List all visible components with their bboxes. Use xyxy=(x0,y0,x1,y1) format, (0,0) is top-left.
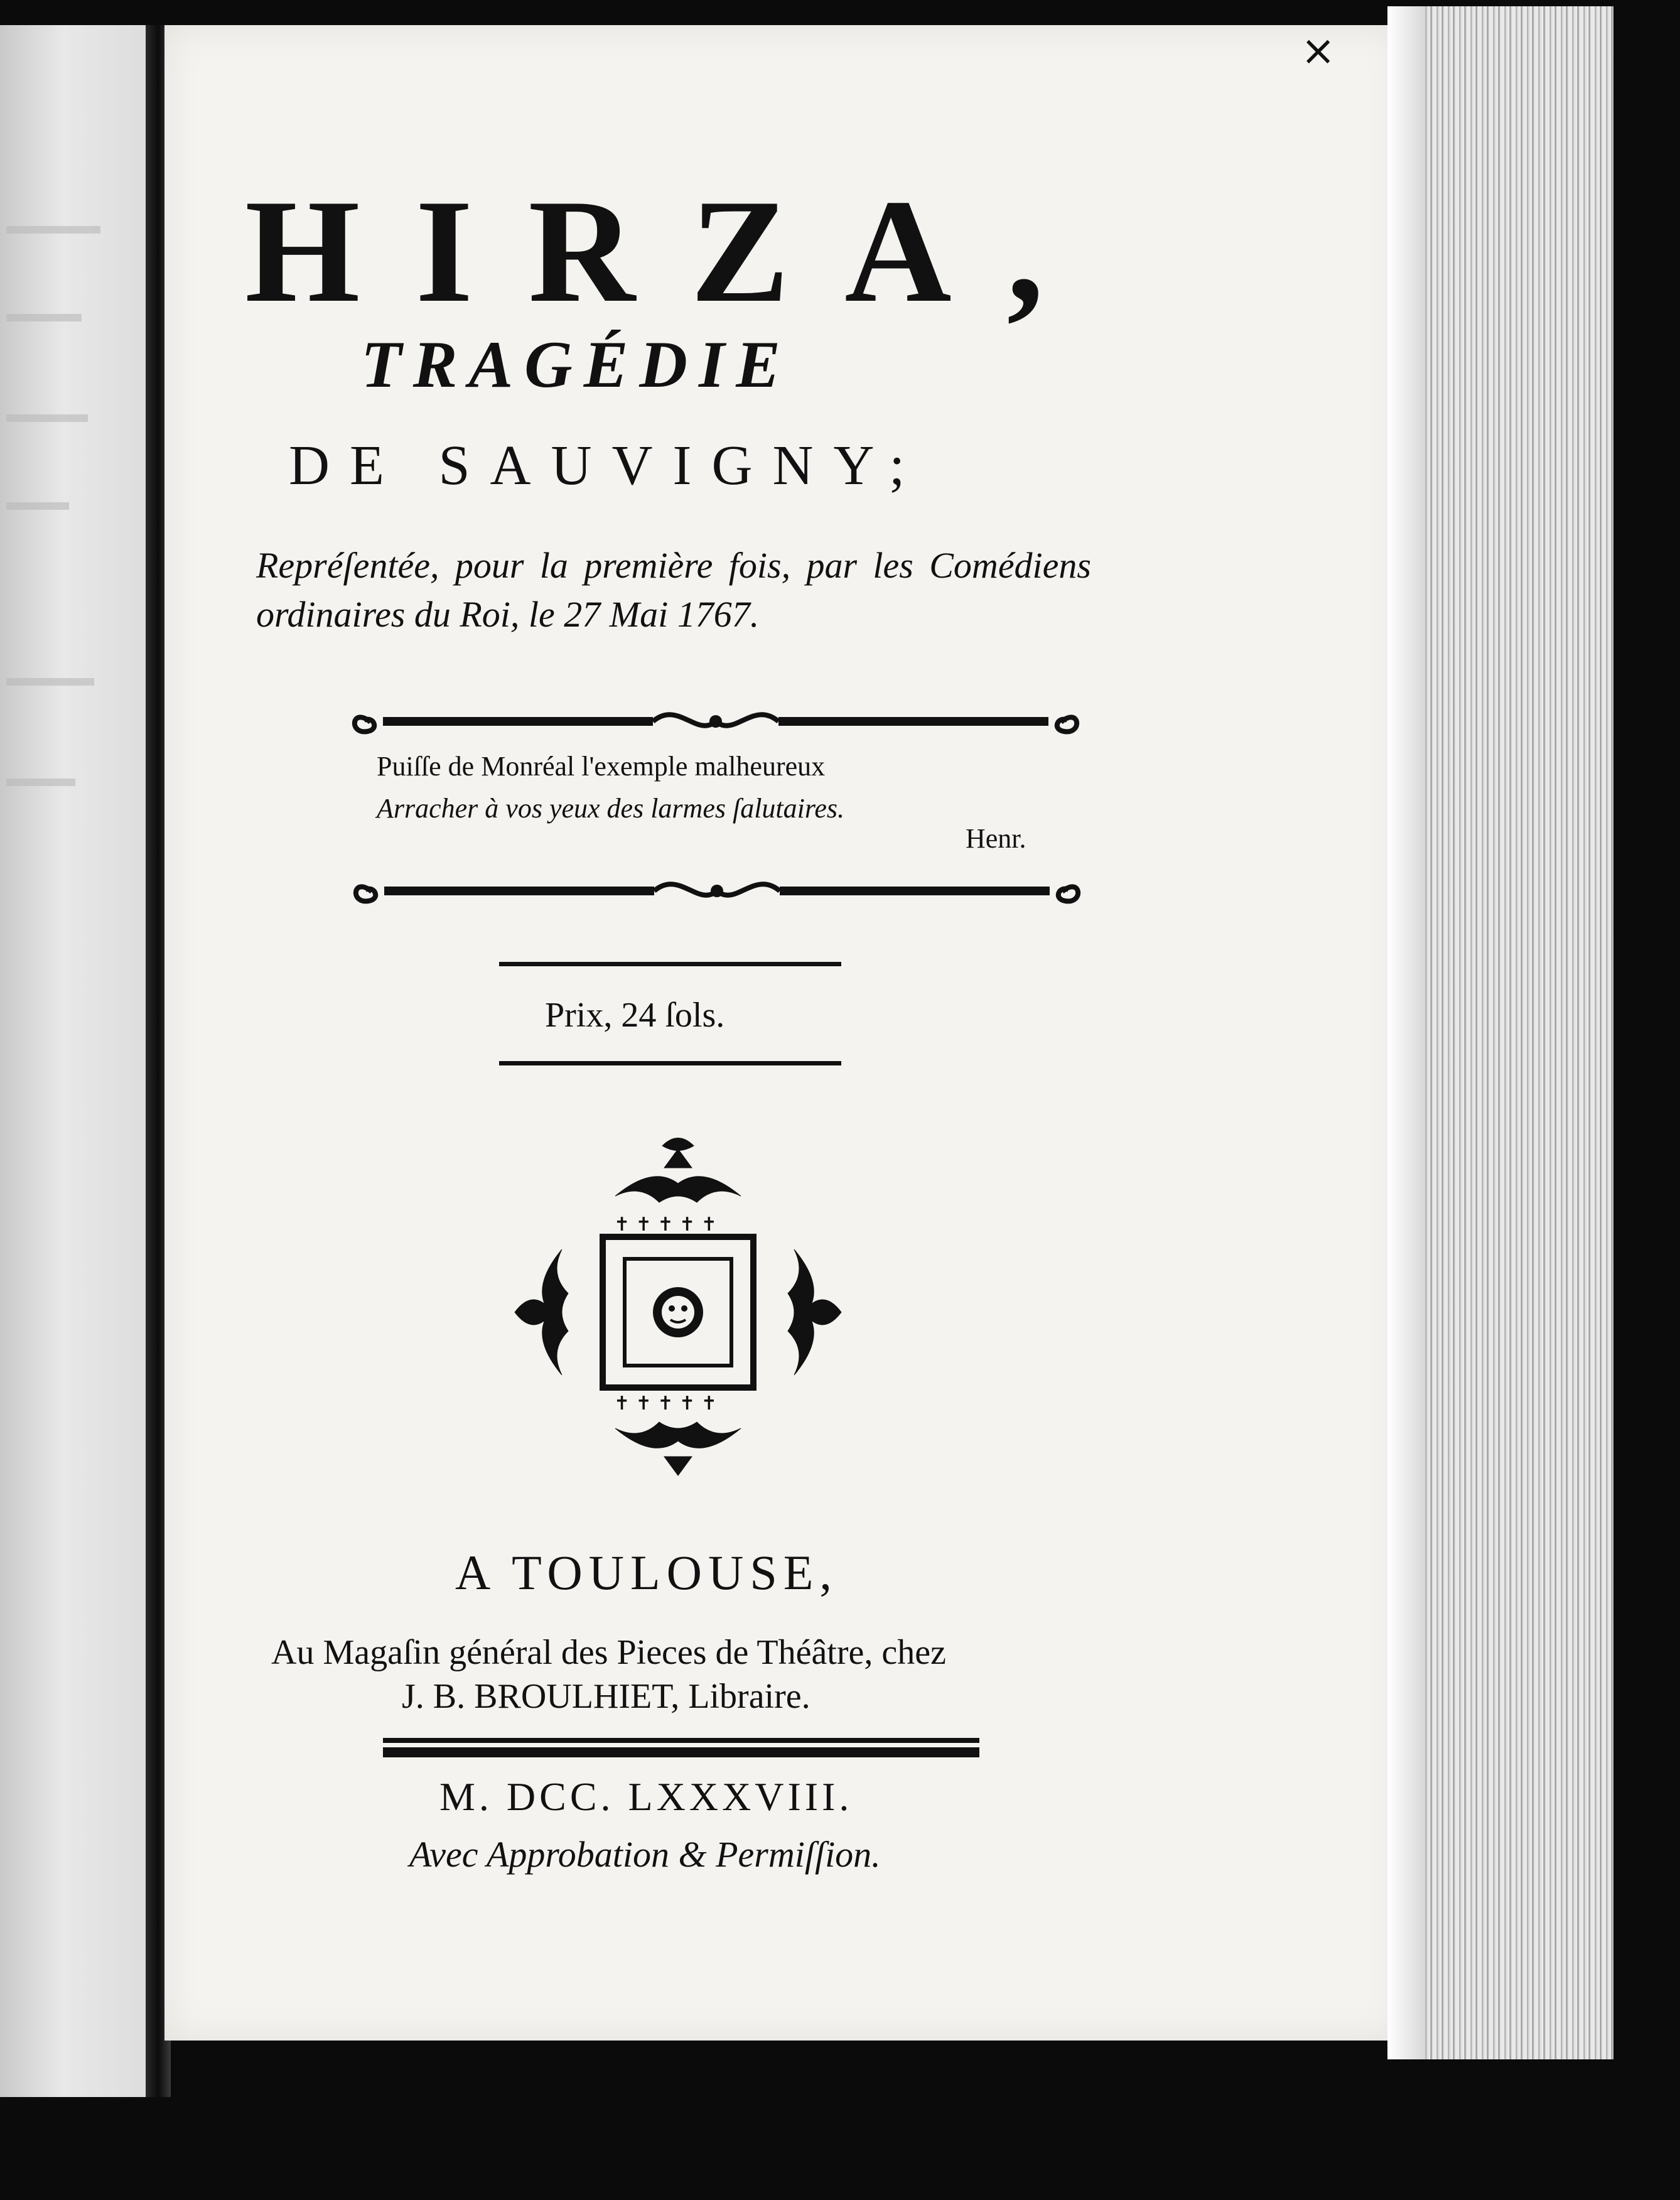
imprint-line-1: Au Magaſin général des Pieces de Théâtre, chez xyxy=(271,1633,946,1672)
price-rule-top xyxy=(499,962,841,966)
page-fore-edge xyxy=(1387,6,1613,2059)
bleed-through-line xyxy=(6,502,69,510)
epigraph-line-2: Arracher à vos yeux des larmes ſalutaires. xyxy=(377,793,845,824)
author-line: DE SAUVIGNY; xyxy=(289,434,925,497)
epigraph-line-1: Puiſſe de Monréal l'exemple malheureux xyxy=(377,751,826,782)
ornamental-rule-bottom xyxy=(347,870,1087,914)
printers-fleuron xyxy=(502,1136,854,1488)
svg-text:✝ ✝ ✝ ✝ ✝: ✝ ✝ ✝ ✝ ✝ xyxy=(614,1393,717,1415)
imprint-rule-top xyxy=(383,1738,979,1743)
price-rule-bottom xyxy=(499,1061,841,1065)
bleed-through-line xyxy=(6,414,88,422)
performance-note: Repréſentée, pour la première fois, par les Comédiens ordinaires du Roi, le 27 Mai 1767. xyxy=(256,545,1091,635)
publication-year: M. DCC. LXXXVIII. xyxy=(439,1774,853,1819)
bleed-through-line xyxy=(6,779,75,786)
bleed-through-line xyxy=(6,226,100,234)
book-title: HIRZA, xyxy=(245,170,1099,333)
bleed-through-line xyxy=(6,678,94,686)
price-line: Prix, 24 ſols. xyxy=(545,996,725,1035)
corner-mark: × xyxy=(1301,26,1336,75)
svg-text:✝ ✝ ✝ ✝ ✝: ✝ ✝ ✝ ✝ ✝ xyxy=(614,1214,717,1236)
epigraph-attribution: Henr. xyxy=(966,823,1026,854)
genre-subtitle: TRAGÉDIE xyxy=(361,328,792,401)
ornamental-rule-top xyxy=(345,700,1086,744)
imprint-line-2: J. B. BROULHIET, Libraire. xyxy=(402,1677,810,1716)
imprint-rule-bottom xyxy=(383,1747,979,1757)
approbation-line: Avec Approbation & Permiſſion. xyxy=(409,1834,881,1875)
imprint-place: A TOULOUSE, xyxy=(455,1545,838,1600)
bleed-through-line xyxy=(6,314,82,321)
facing-page xyxy=(0,25,157,2097)
